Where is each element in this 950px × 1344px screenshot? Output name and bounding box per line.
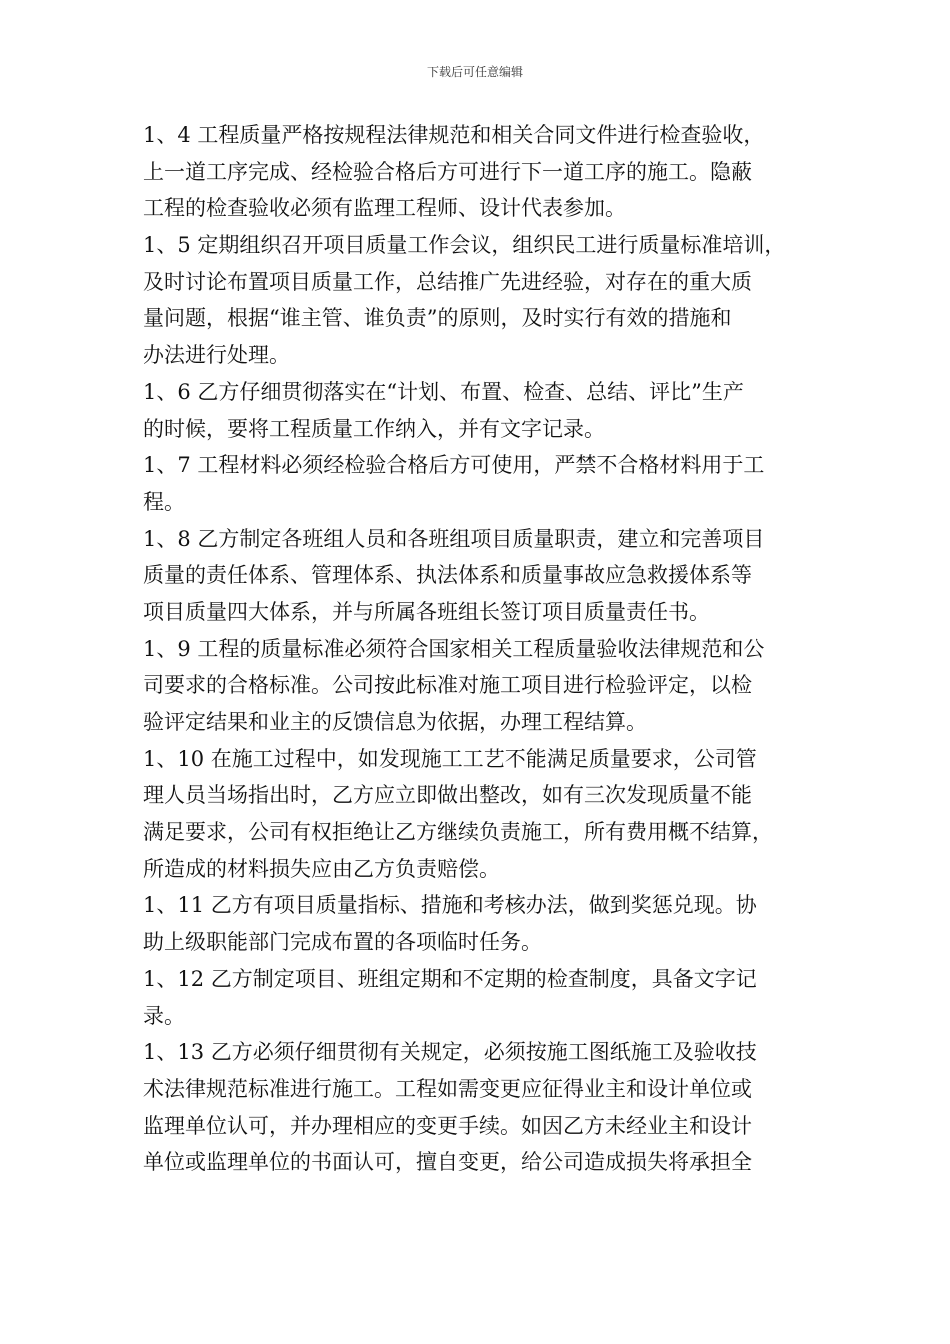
- text-line: 1、5 定期组织召开项目质量工作会议，组织民工进行质量标准培训，: [143, 233, 786, 258]
- text-line: 单位或监理单位的书面认可，擅自变更，给公司造成损失将承担全: [143, 1150, 752, 1175]
- text-line: 所造成的材料损失应由乙方负责赔偿。: [143, 856, 500, 881]
- text-line: 司要求的合格标准。公司按此标准对施工项目进行检验评定，以检: [143, 673, 752, 698]
- text-line: 及时讨论布置项目质量工作，总结推广先进经验，对存在的重大质: [143, 269, 752, 294]
- text-line: 1、11 乙方有项目质量指标、措施和考核办法，做到奖惩兑现。协: [143, 893, 757, 918]
- text-line: 1、8 乙方制定各班组人员和各班组项目质量职责，建立和完善项目: [143, 526, 765, 551]
- text-line: 术法律规范标准进行施工。工程如需变更应征得业主和设计单位或: [143, 1076, 752, 1101]
- text-line: 录。: [143, 1003, 185, 1028]
- text-line: 1、7 工程材料必须经检验合格后方可使用，严禁不合格材料用于工: [143, 453, 765, 478]
- text-line: 量问题，根据“谁主管、谁负责”的原则，及时实行有效的措施和: [143, 306, 732, 331]
- page-header: 下载后可任意编辑: [426, 65, 523, 79]
- document-body: [143, 117, 825, 1181]
- text-line: 理人员当场指出时，乙方应立即做出整改，如有三次发现质量不能: [143, 783, 752, 808]
- text-line: 程。: [143, 489, 185, 514]
- text-line: 验评定结果和业主的反馈信息为依据，办理工程结算。: [143, 710, 647, 734]
- text-line: 1、12 乙方制定项目、班组定期和不定期的检查制度，具备文字记: [143, 966, 757, 991]
- text-line: 监理单位认可，并办理相应的变更手续。如因乙方未经业主和设计: [143, 1113, 752, 1138]
- text-line: 办法进行处理。: [143, 343, 290, 368]
- text-line: 上一道工序完成、经检验合格后方可进行下一道工序的施工。隐蔽: [143, 159, 752, 184]
- text-line: 1、10 在施工过程中，如发现施工工艺不能满足质量要求，公司管: [143, 746, 757, 771]
- text-line: 1、6 乙方仔细贯彻落实在“计划、布置、检查、总结、评比”生产: [143, 379, 744, 404]
- text-line: 质量的责任体系、管理体系、执法体系和质量事故应急救援体系等: [143, 563, 752, 588]
- text-line: 工程的检查验收必须有监理工程师、设计代表参加。: [143, 196, 626, 221]
- text-line: 项目质量四大体系，并与所属各班组长签订项目质量责任书。: [143, 599, 710, 624]
- text-line: 1、13 乙方必须仔细贯彻有关规定，必须按施工图纸施工及验收技: [143, 1040, 757, 1065]
- text-line: 满足要求，公司有权拒绝让乙方继续负责施工，所有费用概不结算，: [143, 820, 773, 845]
- text-line: 助上级职能部门完成布置的各项临时任务。: [143, 930, 542, 955]
- text-line: 1、9 工程的质量标准必须符合国家相关工程质量验收法律规范和公: [143, 636, 765, 661]
- text-line: 1、4 工程质量严格按规程法律规范和相关合同文件进行检查验收，: [143, 123, 765, 147]
- text-line: 的时候，要将工程质量工作纳入，并有文字记录。: [143, 416, 605, 441]
